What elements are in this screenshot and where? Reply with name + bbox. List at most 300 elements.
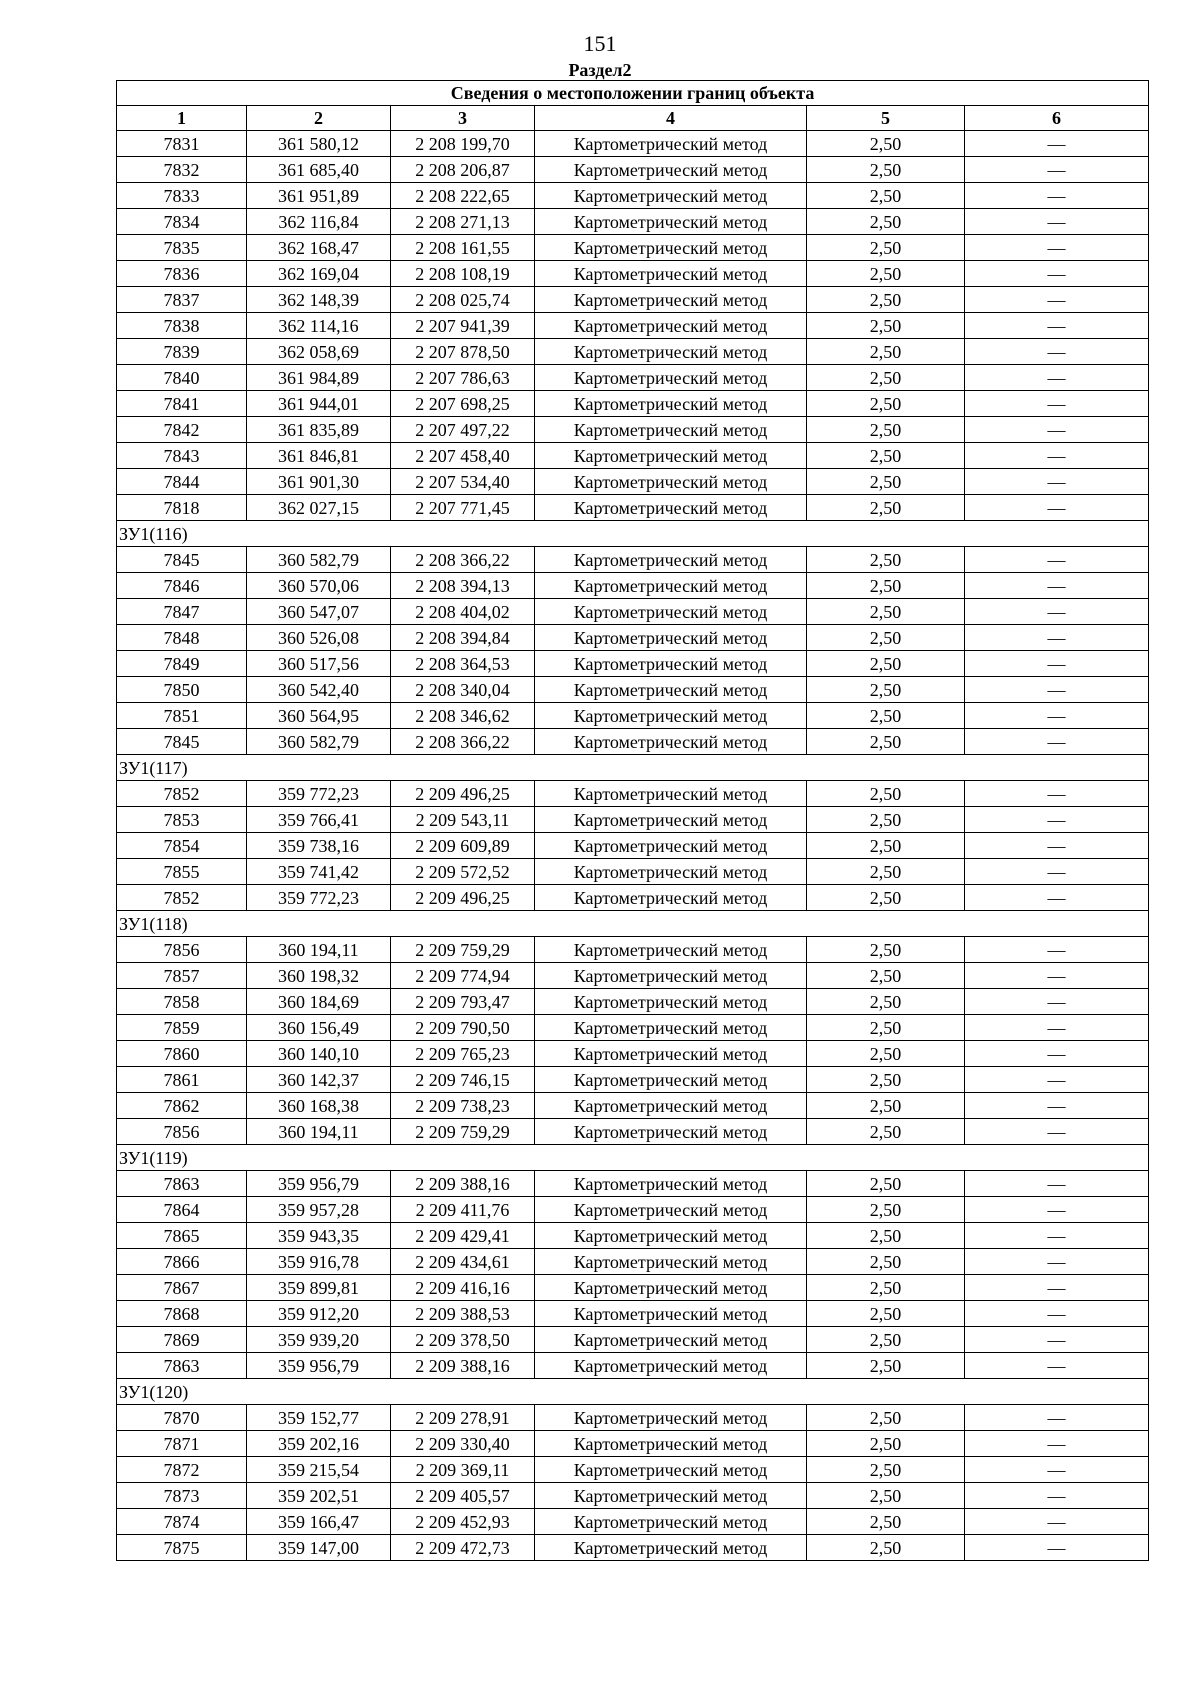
method-cell: Картометрический метод xyxy=(535,235,807,261)
accuracy-cell: 2,50 xyxy=(807,677,965,703)
method-cell: Картометрический метод xyxy=(535,1093,807,1119)
point-number-cell: 7866 xyxy=(117,1249,247,1275)
table-row xyxy=(117,183,1149,209)
accuracy-cell: 2,50 xyxy=(807,261,965,287)
x-coordinate-cell: 361 944,01 xyxy=(247,391,391,417)
note-cell: — xyxy=(965,1119,1149,1145)
accuracy-cell: 2,50 xyxy=(807,469,965,495)
table-row xyxy=(117,989,1149,1015)
x-coordinate-cell: 359 215,54 xyxy=(247,1457,391,1483)
note-cell: — xyxy=(965,859,1149,885)
method-cell: Картометрический метод xyxy=(535,1483,807,1509)
y-coordinate-cell: 2 208 394,84 xyxy=(391,625,535,651)
table-row xyxy=(117,365,1149,391)
table-row xyxy=(117,469,1149,495)
table-row xyxy=(117,157,1149,183)
table-row xyxy=(117,963,1149,989)
method-cell: Картометрический метод xyxy=(535,677,807,703)
column-header: 2 xyxy=(247,106,391,131)
accuracy-cell: 2,50 xyxy=(807,937,965,963)
point-number-cell: 7852 xyxy=(117,781,247,807)
y-coordinate-cell: 2 207 771,45 xyxy=(391,495,535,521)
point-number-cell: 7872 xyxy=(117,1457,247,1483)
y-coordinate-cell: 2 207 941,39 xyxy=(391,313,535,339)
x-coordinate-cell: 359 202,51 xyxy=(247,1483,391,1509)
x-coordinate-cell: 360 582,79 xyxy=(247,729,391,755)
parcel-group-row xyxy=(117,1145,1149,1171)
method-cell: Картометрический метод xyxy=(535,1535,807,1561)
point-number-cell: 7855 xyxy=(117,859,247,885)
column-header: 6 xyxy=(965,106,1149,131)
accuracy-cell: 2,50 xyxy=(807,625,965,651)
y-coordinate-cell: 2 208 222,65 xyxy=(391,183,535,209)
x-coordinate-cell: 360 184,69 xyxy=(247,989,391,1015)
x-coordinate-cell: 359 147,00 xyxy=(247,1535,391,1561)
boundary-coordinates-table xyxy=(116,80,1149,1561)
table-row xyxy=(117,1353,1149,1379)
x-coordinate-cell: 361 846,81 xyxy=(247,443,391,469)
point-number-cell: 7852 xyxy=(117,885,247,911)
y-coordinate-cell: 2 207 878,50 xyxy=(391,339,535,365)
section-label: Раздел2 xyxy=(568,60,632,80)
column-number-row xyxy=(117,106,1149,131)
x-coordinate-cell: 362 169,04 xyxy=(247,261,391,287)
note-cell: — xyxy=(965,157,1149,183)
x-coordinate-cell: 362 168,47 xyxy=(247,235,391,261)
accuracy-cell: 2,50 xyxy=(807,157,965,183)
point-number-cell: 7840 xyxy=(117,365,247,391)
method-cell: Картометрический метод xyxy=(535,469,807,495)
method-cell: Картометрический метод xyxy=(535,1457,807,1483)
table-row xyxy=(117,1119,1149,1145)
point-number-cell: 7839 xyxy=(117,339,247,365)
method-cell: Картометрический метод xyxy=(535,1015,807,1041)
note-cell: — xyxy=(965,339,1149,365)
method-cell: Картометрический метод xyxy=(535,313,807,339)
table-row xyxy=(117,131,1149,157)
accuracy-cell: 2,50 xyxy=(807,573,965,599)
method-cell: Картометрический метод xyxy=(535,443,807,469)
note-cell: — xyxy=(965,417,1149,443)
table-row xyxy=(117,1457,1149,1483)
point-number-cell: 7856 xyxy=(117,1119,247,1145)
y-coordinate-cell: 2 207 698,25 xyxy=(391,391,535,417)
note-cell: — xyxy=(965,287,1149,313)
method-cell: Картометрический метод xyxy=(535,989,807,1015)
x-coordinate-cell: 360 582,79 xyxy=(247,547,391,573)
table-row xyxy=(117,339,1149,365)
note-cell: — xyxy=(965,885,1149,911)
note-cell: — xyxy=(965,1405,1149,1431)
parcel-group-row xyxy=(117,911,1149,937)
accuracy-cell: 2,50 xyxy=(807,1457,965,1483)
table-title: Сведения о местоположении границ объекта xyxy=(117,81,1149,106)
point-number-cell: 7837 xyxy=(117,287,247,313)
y-coordinate-cell: 2 208 394,13 xyxy=(391,573,535,599)
method-cell: Картометрический метод xyxy=(535,573,807,599)
point-number-cell: 7833 xyxy=(117,183,247,209)
x-coordinate-cell: 361 951,89 xyxy=(247,183,391,209)
method-cell: Картометрический метод xyxy=(535,703,807,729)
y-coordinate-cell: 2 208 364,53 xyxy=(391,651,535,677)
table-row xyxy=(117,1483,1149,1509)
x-coordinate-cell: 360 168,38 xyxy=(247,1093,391,1119)
x-coordinate-cell: 362 148,39 xyxy=(247,287,391,313)
note-cell: — xyxy=(965,937,1149,963)
y-coordinate-cell: 2 207 534,40 xyxy=(391,469,535,495)
x-coordinate-cell: 360 194,11 xyxy=(247,937,391,963)
note-cell: — xyxy=(965,1509,1149,1535)
note-cell: — xyxy=(965,365,1149,391)
column-header: 5 xyxy=(807,106,965,131)
note-cell: — xyxy=(965,131,1149,157)
method-cell: Картометрический метод xyxy=(535,365,807,391)
method-cell: Картометрический метод xyxy=(535,729,807,755)
point-number-cell: 7863 xyxy=(117,1171,247,1197)
x-coordinate-cell: 359 738,16 xyxy=(247,833,391,859)
method-cell: Картометрический метод xyxy=(535,807,807,833)
accuracy-cell: 2,50 xyxy=(807,235,965,261)
y-coordinate-cell: 2 209 609,89 xyxy=(391,833,535,859)
y-coordinate-cell: 2 209 496,25 xyxy=(391,781,535,807)
table-row xyxy=(117,729,1149,755)
x-coordinate-cell: 360 198,32 xyxy=(247,963,391,989)
x-coordinate-cell: 362 114,16 xyxy=(247,313,391,339)
column-header: 1 xyxy=(117,106,247,131)
point-number-cell: 7864 xyxy=(117,1197,247,1223)
accuracy-cell: 2,50 xyxy=(807,963,965,989)
x-coordinate-cell: 359 766,41 xyxy=(247,807,391,833)
note-cell: — xyxy=(965,1457,1149,1483)
point-number-cell: 7873 xyxy=(117,1483,247,1509)
y-coordinate-cell: 2 208 404,02 xyxy=(391,599,535,625)
parcel-label: ЗУ1(116) xyxy=(117,521,1149,547)
x-coordinate-cell: 362 027,15 xyxy=(247,495,391,521)
y-coordinate-cell: 2 209 388,16 xyxy=(391,1171,535,1197)
table-row xyxy=(117,313,1149,339)
y-coordinate-cell: 2 208 206,87 xyxy=(391,157,535,183)
table-row xyxy=(117,443,1149,469)
table-row xyxy=(117,1405,1149,1431)
parcel-group-row xyxy=(117,521,1149,547)
x-coordinate-cell: 362 116,84 xyxy=(247,209,391,235)
accuracy-cell: 2,50 xyxy=(807,443,965,469)
point-number-cell: 7835 xyxy=(117,235,247,261)
point-number-cell: 7851 xyxy=(117,703,247,729)
y-coordinate-cell: 2 208 366,22 xyxy=(391,547,535,573)
x-coordinate-cell: 359 772,23 xyxy=(247,885,391,911)
y-coordinate-cell: 2 209 388,53 xyxy=(391,1301,535,1327)
x-coordinate-cell: 360 140,10 xyxy=(247,1041,391,1067)
table-row xyxy=(117,1301,1149,1327)
y-coordinate-cell: 2 209 790,50 xyxy=(391,1015,535,1041)
y-coordinate-cell: 2 209 765,23 xyxy=(391,1041,535,1067)
x-coordinate-cell: 361 835,89 xyxy=(247,417,391,443)
parcel-label: ЗУ1(119) xyxy=(117,1145,1149,1171)
table-row xyxy=(117,1249,1149,1275)
parcel-group-row xyxy=(117,755,1149,781)
note-cell: — xyxy=(965,1093,1149,1119)
x-coordinate-cell: 359 741,42 xyxy=(247,859,391,885)
y-coordinate-cell: 2 208 199,70 xyxy=(391,131,535,157)
accuracy-cell: 2,50 xyxy=(807,1171,965,1197)
accuracy-cell: 2,50 xyxy=(807,287,965,313)
x-coordinate-cell: 362 058,69 xyxy=(247,339,391,365)
method-cell: Картометрический метод xyxy=(535,1275,807,1301)
point-number-cell: 7843 xyxy=(117,443,247,469)
note-cell: — xyxy=(965,599,1149,625)
y-coordinate-cell: 2 209 369,11 xyxy=(391,1457,535,1483)
method-cell: Картометрический метод xyxy=(535,261,807,287)
accuracy-cell: 2,50 xyxy=(807,885,965,911)
accuracy-cell: 2,50 xyxy=(807,1353,965,1379)
method-cell: Картометрический метод xyxy=(535,1353,807,1379)
table-row xyxy=(117,391,1149,417)
x-coordinate-cell: 359 939,20 xyxy=(247,1327,391,1353)
x-coordinate-cell: 359 956,79 xyxy=(247,1171,391,1197)
x-coordinate-cell: 360 142,37 xyxy=(247,1067,391,1093)
method-cell: Картометрический метод xyxy=(535,599,807,625)
x-coordinate-cell: 360 542,40 xyxy=(247,677,391,703)
parcel-label: ЗУ1(120) xyxy=(117,1379,1149,1405)
accuracy-cell: 2,50 xyxy=(807,1223,965,1249)
method-cell: Картометрический метод xyxy=(535,391,807,417)
method-cell: Картометрический метод xyxy=(535,1119,807,1145)
point-number-cell: 7854 xyxy=(117,833,247,859)
x-coordinate-cell: 359 899,81 xyxy=(247,1275,391,1301)
method-cell: Картометрический метод xyxy=(535,1067,807,1093)
note-cell: — xyxy=(965,1483,1149,1509)
y-coordinate-cell: 2 209 496,25 xyxy=(391,885,535,911)
y-coordinate-cell: 2 209 429,41 xyxy=(391,1223,535,1249)
point-number-cell: 7841 xyxy=(117,391,247,417)
note-cell: — xyxy=(965,677,1149,703)
note-cell: — xyxy=(965,261,1149,287)
accuracy-cell: 2,50 xyxy=(807,391,965,417)
x-coordinate-cell: 360 156,49 xyxy=(247,1015,391,1041)
table-row xyxy=(117,885,1149,911)
table-row xyxy=(117,1509,1149,1535)
method-cell: Картометрический метод xyxy=(535,209,807,235)
accuracy-cell: 2,50 xyxy=(807,417,965,443)
point-number-cell: 7850 xyxy=(117,677,247,703)
y-coordinate-cell: 2 207 786,63 xyxy=(391,365,535,391)
x-coordinate-cell: 360 526,08 xyxy=(247,625,391,651)
table-row xyxy=(117,1431,1149,1457)
method-cell: Картометрический метод xyxy=(535,1223,807,1249)
method-cell: Картометрический метод xyxy=(535,183,807,209)
note-cell: — xyxy=(965,1041,1149,1067)
method-cell: Картометрический метод xyxy=(535,651,807,677)
accuracy-cell: 2,50 xyxy=(807,313,965,339)
x-coordinate-cell: 360 564,95 xyxy=(247,703,391,729)
accuracy-cell: 2,50 xyxy=(807,1301,965,1327)
note-cell: — xyxy=(965,443,1149,469)
point-number-cell: 7842 xyxy=(117,417,247,443)
point-number-cell: 7849 xyxy=(117,651,247,677)
method-cell: Картометрический метод xyxy=(535,625,807,651)
table-row xyxy=(117,547,1149,573)
column-header: 4 xyxy=(535,106,807,131)
y-coordinate-cell: 2 207 497,22 xyxy=(391,417,535,443)
table-body xyxy=(117,131,1149,1561)
y-coordinate-cell: 2 209 759,29 xyxy=(391,1119,535,1145)
accuracy-cell: 2,50 xyxy=(807,209,965,235)
note-cell: — xyxy=(965,1067,1149,1093)
accuracy-cell: 2,50 xyxy=(807,1327,965,1353)
accuracy-cell: 2,50 xyxy=(807,1509,965,1535)
y-coordinate-cell: 2 209 472,73 xyxy=(391,1535,535,1561)
table-row xyxy=(117,1093,1149,1119)
table-row xyxy=(117,1041,1149,1067)
table-row xyxy=(117,1223,1149,1249)
y-coordinate-cell: 2 209 416,16 xyxy=(391,1275,535,1301)
point-number-cell: 7865 xyxy=(117,1223,247,1249)
x-coordinate-cell: 359 916,78 xyxy=(247,1249,391,1275)
method-cell: Картометрический метод xyxy=(535,547,807,573)
note-cell: — xyxy=(965,989,1149,1015)
method-cell: Картометрический метод xyxy=(535,963,807,989)
note-cell: — xyxy=(965,1275,1149,1301)
accuracy-cell: 2,50 xyxy=(807,1431,965,1457)
point-number-cell: 7871 xyxy=(117,1431,247,1457)
note-cell: — xyxy=(965,703,1149,729)
y-coordinate-cell: 2 208 161,55 xyxy=(391,235,535,261)
x-coordinate-cell: 359 957,28 xyxy=(247,1197,391,1223)
y-coordinate-cell: 2 209 793,47 xyxy=(391,989,535,1015)
point-number-cell: 7836 xyxy=(117,261,247,287)
note-cell: — xyxy=(965,1301,1149,1327)
point-number-cell: 7856 xyxy=(117,937,247,963)
x-coordinate-cell: 361 580,12 xyxy=(247,131,391,157)
y-coordinate-cell: 2 209 452,93 xyxy=(391,1509,535,1535)
point-number-cell: 7874 xyxy=(117,1509,247,1535)
accuracy-cell: 2,50 xyxy=(807,807,965,833)
x-coordinate-cell: 359 912,20 xyxy=(247,1301,391,1327)
note-cell: — xyxy=(965,1223,1149,1249)
method-cell: Картометрический метод xyxy=(535,1431,807,1457)
y-coordinate-cell: 2 208 340,04 xyxy=(391,677,535,703)
parcel-label: ЗУ1(118) xyxy=(117,911,1149,937)
point-number-cell: 7831 xyxy=(117,131,247,157)
accuracy-cell: 2,50 xyxy=(807,547,965,573)
y-coordinate-cell: 2 208 346,62 xyxy=(391,703,535,729)
method-cell: Картометрический метод xyxy=(535,287,807,313)
accuracy-cell: 2,50 xyxy=(807,1119,965,1145)
accuracy-cell: 2,50 xyxy=(807,1197,965,1223)
x-coordinate-cell: 361 901,30 xyxy=(247,469,391,495)
accuracy-cell: 2,50 xyxy=(807,859,965,885)
point-number-cell: 7847 xyxy=(117,599,247,625)
table-row xyxy=(117,1275,1149,1301)
y-coordinate-cell: 2 208 025,74 xyxy=(391,287,535,313)
note-cell: — xyxy=(965,391,1149,417)
note-cell: — xyxy=(965,1535,1149,1561)
y-coordinate-cell: 2 209 330,40 xyxy=(391,1431,535,1457)
point-number-cell: 7862 xyxy=(117,1093,247,1119)
method-cell: Картометрический метод xyxy=(535,1041,807,1067)
x-coordinate-cell: 359 772,23 xyxy=(247,781,391,807)
table-row xyxy=(117,287,1149,313)
y-coordinate-cell: 2 209 759,29 xyxy=(391,937,535,963)
table-row xyxy=(117,495,1149,521)
note-cell: — xyxy=(965,183,1149,209)
method-cell: Картометрический метод xyxy=(535,157,807,183)
y-coordinate-cell: 2 207 458,40 xyxy=(391,443,535,469)
note-cell: — xyxy=(965,235,1149,261)
x-coordinate-cell: 359 152,77 xyxy=(247,1405,391,1431)
accuracy-cell: 2,50 xyxy=(807,833,965,859)
accuracy-cell: 2,50 xyxy=(807,339,965,365)
table-row xyxy=(117,1067,1149,1093)
note-cell: — xyxy=(965,729,1149,755)
note-cell: — xyxy=(965,781,1149,807)
note-cell: — xyxy=(965,573,1149,599)
point-number-cell: 7860 xyxy=(117,1041,247,1067)
point-number-cell: 7868 xyxy=(117,1301,247,1327)
note-cell: — xyxy=(965,209,1149,235)
note-cell: — xyxy=(965,651,1149,677)
accuracy-cell: 2,50 xyxy=(807,1275,965,1301)
point-number-cell: 7861 xyxy=(117,1067,247,1093)
note-cell: — xyxy=(965,469,1149,495)
method-cell: Картометрический метод xyxy=(535,1405,807,1431)
point-number-cell: 7848 xyxy=(117,625,247,651)
method-cell: Картометрический метод xyxy=(535,1197,807,1223)
x-coordinate-cell: 359 956,79 xyxy=(247,1353,391,1379)
table-row xyxy=(117,599,1149,625)
point-number-cell: 7867 xyxy=(117,1275,247,1301)
method-cell: Картометрический метод xyxy=(535,131,807,157)
method-cell: Картометрический метод xyxy=(535,417,807,443)
note-cell: — xyxy=(965,495,1149,521)
method-cell: Картометрический метод xyxy=(535,1509,807,1535)
note-cell: — xyxy=(965,625,1149,651)
table-row xyxy=(117,1015,1149,1041)
accuracy-cell: 2,50 xyxy=(807,1535,965,1561)
method-cell: Картометрический метод xyxy=(535,1171,807,1197)
accuracy-cell: 2,50 xyxy=(807,1405,965,1431)
accuracy-cell: 2,50 xyxy=(807,183,965,209)
accuracy-cell: 2,50 xyxy=(807,989,965,1015)
table-title-row xyxy=(117,81,1149,106)
table-row xyxy=(117,417,1149,443)
method-cell: Картометрический метод xyxy=(535,781,807,807)
table-row xyxy=(117,1327,1149,1353)
y-coordinate-cell: 2 209 746,15 xyxy=(391,1067,535,1093)
note-cell: — xyxy=(965,1327,1149,1353)
x-coordinate-cell: 361 984,89 xyxy=(247,365,391,391)
table-row xyxy=(117,859,1149,885)
point-number-cell: 7838 xyxy=(117,313,247,339)
accuracy-cell: 2,50 xyxy=(807,1041,965,1067)
point-number-cell: 7818 xyxy=(117,495,247,521)
y-coordinate-cell: 2 208 271,13 xyxy=(391,209,535,235)
table-row xyxy=(117,937,1149,963)
point-number-cell: 7846 xyxy=(117,573,247,599)
method-cell: Картометрический метод xyxy=(535,495,807,521)
method-cell: Картометрический метод xyxy=(535,859,807,885)
accuracy-cell: 2,50 xyxy=(807,1015,965,1041)
y-coordinate-cell: 2 209 411,76 xyxy=(391,1197,535,1223)
method-cell: Картометрический метод xyxy=(535,885,807,911)
accuracy-cell: 2,50 xyxy=(807,1249,965,1275)
point-number-cell: 7845 xyxy=(117,547,247,573)
page-number: 151 xyxy=(583,31,617,56)
accuracy-cell: 2,50 xyxy=(807,703,965,729)
y-coordinate-cell: 2 209 278,91 xyxy=(391,1405,535,1431)
y-coordinate-cell: 2 209 738,23 xyxy=(391,1093,535,1119)
